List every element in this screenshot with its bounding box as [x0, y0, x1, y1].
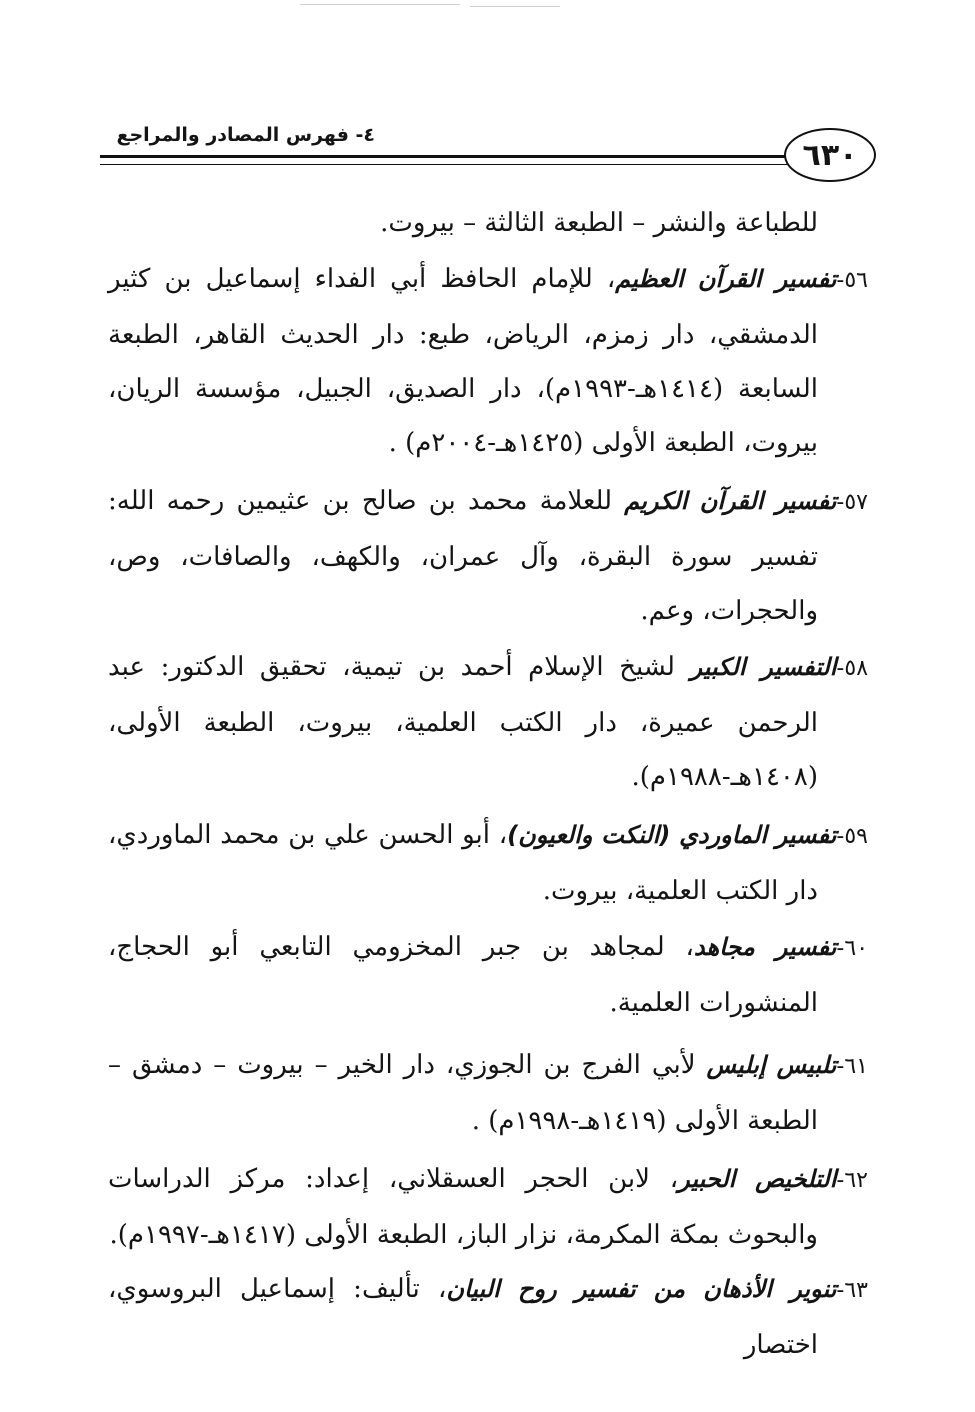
entry-number: ٥٩-: [836, 824, 868, 849]
entry-title: تفسير الماوردي (النكت والعيون): [507, 821, 837, 849]
entry-title: تنوير الأذهان من تفسير روح البيان: [446, 1275, 837, 1303]
entry-number: ٥٦-: [836, 268, 868, 293]
entry-title: تفسير القرآن الكريم: [624, 487, 837, 515]
bibliography-entry: [108, 1038, 868, 1148]
bibliography-entry: [108, 808, 868, 918]
entry-title: تفسير القرآن العظيم: [615, 265, 837, 293]
bibliography-entry: [108, 1152, 868, 1262]
entry-details: ، أبو الحسن علي بن محمد الماوردي، دار الكتب العلمية، بيروت.: [108, 820, 818, 906]
entry-number: ٦٢-: [836, 1168, 868, 1193]
bibliography-entry: [108, 1262, 868, 1372]
bibliography-entry: [108, 474, 868, 638]
page-header: [0, 0, 975, 200]
entry-details: ، لمجاهد بن جبر المخزومي التابعي أبو الحجاج، المنشورات العلمية.: [108, 932, 818, 1018]
bibliography-list: [108, 196, 868, 1372]
entry-details: ، لابن الحجر العسقلاني، إعداد: مركز الدراسات والبحوث بمكة المكرمة، نزار الباز، الطبعة الأولى (١٤١٧هـ-١٩٩٧م).: [108, 1164, 818, 1250]
bibliography-entry: [108, 920, 868, 1030]
entry-details: لأبي الفرج بن الجوزي، دار الخير – بيروت – دمشق – الطبعة الأولى (١٤١٩هـ-١٩٩٨م) .: [108, 1050, 818, 1136]
entry-number: ٥٨-: [836, 656, 869, 681]
header-rule: [100, 164, 788, 165]
header-rule: [100, 155, 788, 158]
entry-number: ٦١-: [836, 1054, 868, 1079]
entry-title: التلخيص الحبير: [678, 1165, 837, 1193]
continuation-text: للطباعة والنشر – الطبعة الثالثة – بيروت.: [380, 208, 818, 238]
entry-title: تفسير مجاهد: [693, 933, 837, 961]
entry-details: لشيخ الإسلام أحمد بن تيمية، تحقيق الدكتور: عبد الرحمن عميرة، دار الكتب العلمية، بيروت، الطبعة الأولى، (١٤٠٨هـ-١٩٨٨م).: [108, 652, 818, 792]
entry-details: ، تأليف: إسماعيل البروسوي، اختصار: [108, 1274, 818, 1360]
entry-details: ، للإمام الحافظ أبي الفداء إسماعيل بن كثير الدمشقي، دار زمزم، الرياض، طبع: دار الحديث القاهر، الطبعة السابعة (١٤١٤هـ-١٩٩٣م)، دار الصديق، الجبيل، مؤسسة الريان، بيروت، الطبعة الأولى (١٤٢٥هـ-٢٠٠٤م) .: [108, 264, 818, 458]
entry-details: للعلامة محمد بن صالح بن عثيمين رحمه الله: تفسير سورة البقرة، وآل عمران، والكهف، والصافات، وص، والحجرات، وعم.: [108, 486, 818, 626]
page-number: ٦٣٠: [784, 128, 876, 182]
section-title: ٤- فهرس المصادر والمراجع: [116, 124, 375, 146]
entry-title: التفسير الكبير: [690, 653, 837, 681]
entry-number: ٥٧-: [836, 490, 868, 515]
bibliography-entry: [108, 252, 868, 470]
entry-title: تلبيس إبليس: [706, 1051, 837, 1079]
entry-number: ٦٣-: [836, 1278, 868, 1303]
entry-number: ٦٠-: [836, 936, 869, 961]
bibliography-entry: [108, 640, 868, 804]
